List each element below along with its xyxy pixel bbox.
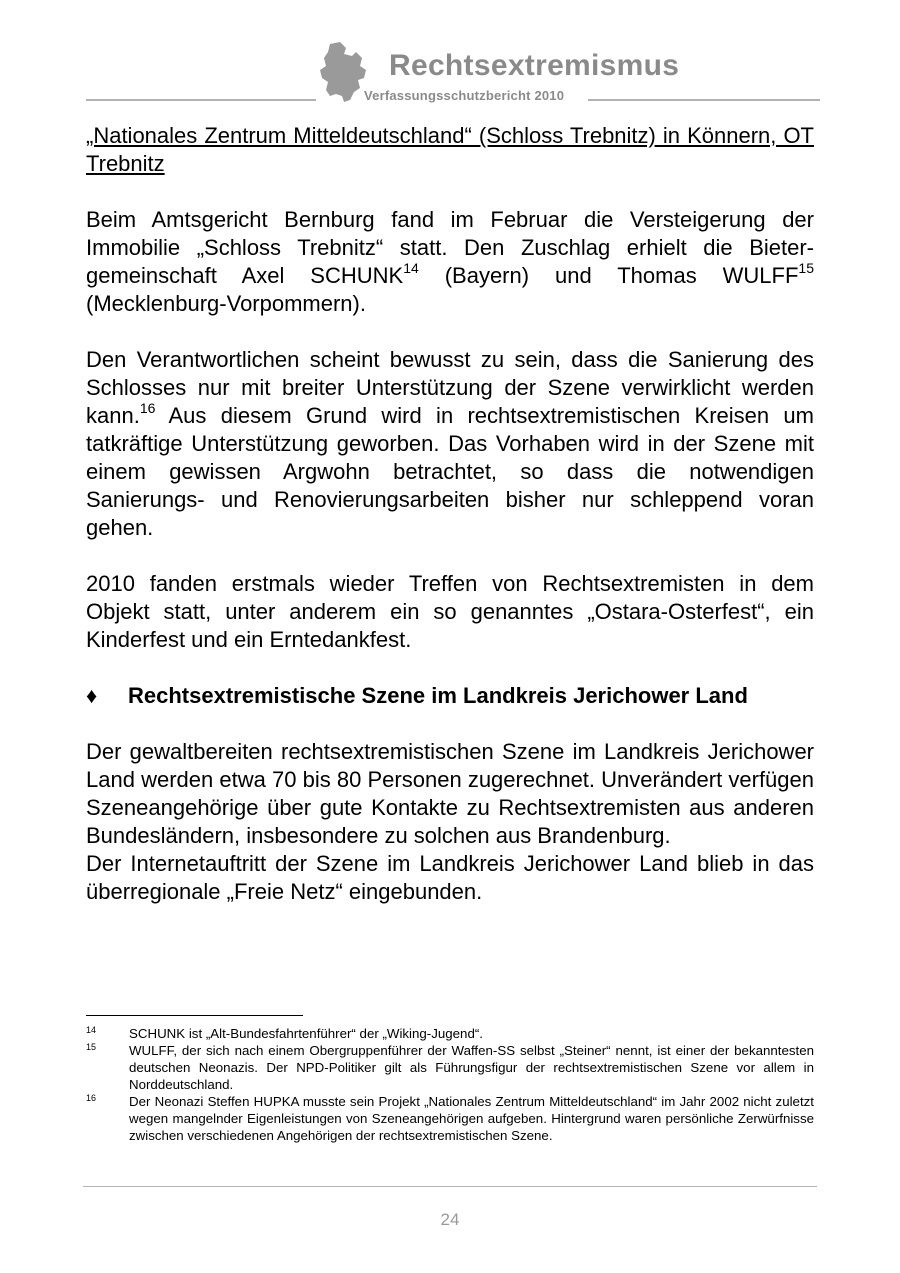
page-header	[0, 0, 900, 110]
footnote-ref-15: 15	[798, 260, 814, 276]
paragraph-text: Beim Amtsgericht Bernburg fand im Februar die Versteigerung der Immobilie „Schloss Trebnitz“ statt. Den Zuschlag erhielt die Bietergemeinschaft Axel SCHUNK	[86, 207, 814, 288]
footnote-number: 16	[86, 1093, 97, 1103]
footnotes	[86, 1025, 814, 1144]
paragraph-text: Den Verantwortlichen scheint bewusst zu sein, dass die Sanierung des Schlosses nur mit breiter Unterstützung der Szene verwirklicht werden kann.	[86, 347, 814, 428]
footnote-text: Der Neonazi Steffen HUPKA musste sein Projekt „Nationales Zentrum Mitteldeutschland“ im Jahr 2002 nicht zuletzt wegen mangelnder Eigenleistungen von Szeneangehörigen aufgeben. Hintergrund waren persönliche Zerwürfnisse zwischen verschiedenen Angehörigen der rechtsextremistischen Szene.	[129, 1094, 814, 1143]
diamond-bullet-icon: ♦	[86, 683, 98, 708]
footnote-text: WULFF, der sich nach einem Obergruppenführer der Waffen-SS selbst „Steiner“ nennt, ist einer der bekanntesten deutschen Neonazis. Der NPD-Politiker gilt als Führungsfigur der rechtsextremistischen Szene vor allem in Norddeutschland.	[129, 1043, 814, 1092]
header-subtitle: Verfassungsschutzbericht 2010	[364, 88, 565, 103]
footnote	[86, 1025, 814, 1042]
header-rule-left	[86, 99, 316, 101]
footnote	[86, 1042, 814, 1093]
page-number: 24	[440, 1210, 460, 1229]
main-content	[86, 122, 814, 906]
paragraph-text: (Mecklenburg-Vorpommern).	[86, 291, 366, 316]
header-rule-right	[588, 99, 820, 101]
subsection-heading-text: Rechtsextremistische Szene im Landkreis Jerichower Land	[128, 683, 748, 708]
section-title: „Nationales Zentrum Mitteldeutschland“ (Schloss Trebnitz) in Könnern, OT Trebnitz	[86, 123, 814, 176]
paragraph-scene: Der gewaltbereiten rechtsextremistischen Szene im Landkreis Jerichower Land werden etwa 70 bis 80 Personen zugerechnet. Unverändert verfügen Szeneangehörige über gute Kontakte zu Rechtsextremisten aus anderen Bundesländern, insbesondere zu solchen aus Brandenburg.	[86, 739, 814, 848]
footnote-separator	[86, 1015, 303, 1016]
paragraph-text: Aus diesem Grund wird in rechtsextremistischen Kreisen um tatkräftige Unterstützung geworben. Das Vorhaben wird in der Szene mit einem gewissen Argwohn betrachtet, so dass die notwendigen Sanierungs- und Renovierungsarbeiten bisher nur schleppend voran gehen.	[86, 403, 814, 540]
paragraph-auction	[86, 206, 814, 318]
footnote-ref-16: 16	[139, 400, 156, 416]
footnote-text: SCHUNK ist „Alt-Bundesfahrtenführer“ der „Wiking-Jugend“.	[129, 1026, 483, 1041]
footnote-number: 15	[86, 1042, 97, 1052]
footnote-number: 14	[86, 1025, 97, 1035]
paragraph-renovation	[86, 346, 814, 542]
paragraph-internet: Der Internetauftritt der Szene im Landkreis Jerichower Land blieb in das überregionale „Freie Netz“ eingebunden.	[86, 851, 814, 904]
footnote	[86, 1093, 814, 1144]
header-title: Rechtsextremismus	[389, 49, 680, 82]
paragraph-text: (Bayern) und Thomas WULFF	[418, 263, 799, 288]
paragraph-meetings: 2010 fanden erstmals wieder Treffen von Rechtsextremisten in dem Objekt statt, unter anderem ein so genanntes „Ostara-Osterfest“, ein Kinderfest und ein Erntedankfest.	[86, 571, 814, 652]
footer-rule	[83, 1186, 817, 1187]
subsection-heading	[86, 682, 814, 710]
footnote-ref-14: 14	[403, 260, 419, 276]
